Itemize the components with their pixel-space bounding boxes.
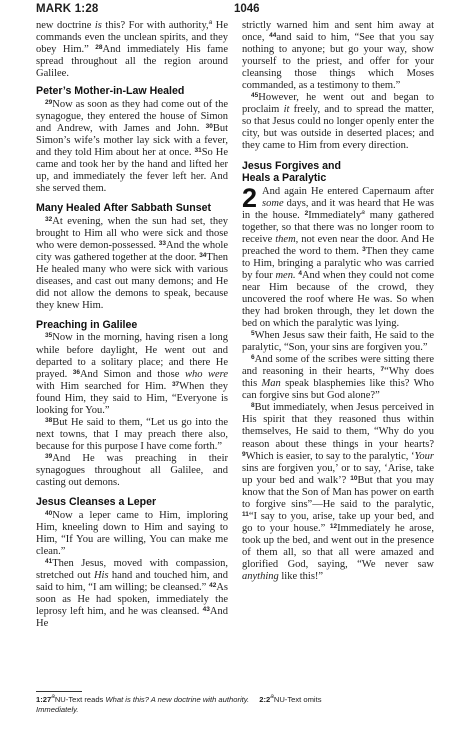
verse-number: 36 [72, 368, 80, 376]
verse-number: 33 [158, 239, 166, 247]
verse-number: 44 [269, 32, 277, 40]
chapter-verse-reference: MARK 1:28 [36, 3, 99, 15]
verse-number: 30 [205, 122, 213, 130]
footnote-divider [36, 691, 82, 692]
verse-number: 43 [202, 605, 210, 613]
footnote-marker: a [208, 20, 213, 26]
verse-paragraph: $^{35}$Now in the morning, having risen a long while before daylight, He went out and departed to a solitary place; and there He prayed. $^{36}$And Simon and those who were with Him searched for Him. $^{37}$When they found Him, they said to Him, “Everyone is looking for You.” [36, 332, 228, 416]
verse-number: 29 [45, 98, 53, 106]
verse-number: 28 [95, 44, 103, 52]
verse-number: 3 [362, 245, 366, 253]
running-header [36, 3, 434, 19]
footnotes [36, 695, 434, 715]
verse-number: 31 [194, 146, 202, 154]
verse-number: 9 [242, 450, 246, 458]
verse-paragraph: $^{40}$Now a leper came to Him, imploring Him, kneeling down to Him and saying to Him, “If You are willing, You can make me clean.” [36, 509, 228, 557]
verse-number: 7 [380, 366, 385, 374]
verse-number: 42 [209, 581, 217, 589]
left-column [36, 20, 228, 690]
right-column [242, 20, 434, 690]
verse-number: 32 [45, 215, 53, 223]
verse-number: 12 [329, 522, 338, 530]
verse-number: 34 [199, 251, 207, 259]
section-heading-many-healed-after-sabbath-sunset: Many Healed After Sabbath Sunset [36, 202, 212, 215]
verse-number: 37 [171, 380, 180, 388]
verse-number: 2 [304, 209, 309, 217]
verse-number: 8 [251, 402, 255, 410]
verse-number: 45 [251, 92, 259, 100]
verse-number: 35 [45, 332, 53, 340]
verse-paragraph: $^{45}$However, he went out and began to proclaim it freely, and to spread the matter, so that Jesus could no longer openly enter the city, but was outside in deserted places; and they came to Him from every direction. [242, 92, 434, 152]
verse-number: 41 [45, 557, 53, 565]
section-heading-preaching-in-galilee: Preaching in Galilee [36, 318, 138, 331]
footnote-1: 1:27$^a$NU-Text reads What is this? A new doctrine with authority. [36, 693, 250, 704]
verse-paragraph: $^{32}$At evening, when the sun had set, they brought to Him all who were sick and those who were demon-possessed. $^{33}$And the whole city was gathered together at the door. $^{34}$Then He healed many who were sick with various diseases, and cast out many demons; and He did not allow the demons to speak, because they knew Him. [36, 215, 228, 311]
section-heading-peter-s-mother-in-law-healed: Peter’s Mother-in-Law Healed [36, 85, 185, 98]
verse-paragraph: $^6$And some of the scribes were sitting there and reasoning in their hearts, $^7$“Why does this Man speak blasphemies like this? Who can forgive sins but God alone?” [242, 354, 434, 402]
verse-paragraph: new doctrine is this? For with authority,$^a$ He commands even the unclean spirits, and they obey Him.” $^{28}$And immediately His fame spread throughout all the region around Galilee. [36, 20, 228, 80]
verse-paragraph: $^{29}$Now as soon as they had come out of the synagogue, they entered the house of Simon and Andrew, with James and John. $^{30}$But Simon’s wife’s mother lay sick with a fever, and they told Him about her at once. $^{31}$So He came and took her by the hand and lifted her up, and immediately the fever left her. And she served them. [36, 98, 228, 195]
verse-paragraph: 2 And again He entered Capernaum after some days, and it was heard that He was in the house. $^2$Immediately$^a$ many gathered together, so that there was no longer room to receive them, not even near the door. And He preached the word to them. $^3$Then they came to Him, bringing a paralytic who was carried by four men. $^4$And when they could not come near Him because of the crowd, they uncovered the roof where He was. So when they had broken through, they let down the bed on which the paralytic was lying. [242, 182, 434, 330]
verse-paragraph: $^5$When Jesus saw their faith, He said to the paralytic, “Son, your sins are forgiven you.” [242, 330, 434, 354]
verse-paragraph: $^{38}$But He said to them, “Let us go into the next towns, that I may preach there also, because for this purpose I have come forth.” [36, 416, 228, 452]
page-number: 1046 [234, 3, 260, 15]
verse-number: 10 [350, 474, 358, 482]
verse-number: 11 [242, 510, 249, 518]
verse-number: 39 [45, 452, 53, 460]
verse-number: 6 [251, 354, 255, 362]
footnote-marker: a [361, 208, 365, 216]
section-heading-jesus-cleanses-a-leper: Jesus Cleanses a Leper [36, 496, 157, 509]
text-columns [36, 20, 434, 690]
verse-number: 38 [45, 416, 53, 424]
verse-paragraph: $^8$But immediately, when Jesus perceived in His spirit that they reasoned thus within themselves, He said to them, “Why do you reason about these things in your hearts? $^9$Which is easier, to say to the paralytic, ‘Your sins are forgiven you,’ or to say, ‘Arise, take up your bed and walk’? $^{10}$But that you may know that the Son of Man has power on earth to forgive sins”—He said to the paralytic, $^{11}$“I say to you, arise, take up your bed, and go to your house.” $^{12}$Immediately he arose, took up the bed, and went out in the presence of them all, so that all were amazed and glorified God, saying, “We never saw anything like this!” [242, 402, 434, 583]
section-heading-jesus-forgives-and-heals-a-paralytic: Jesus Forgives and Heals a Paralytic [242, 159, 341, 185]
chapter-number: 2 [242, 182, 258, 213]
verse-paragraph: $^{39}$And He was preaching in their synagogues throughout all Galilee, and casting out demons. [36, 452, 228, 489]
verse-number: 40 [45, 509, 53, 517]
footnote-2-continued: Immediately. [36, 705, 79, 714]
verse-paragraph: strictly warned him and sent him away at once, $^{44}$and said to him, “See that you say nothing to anyone; but go your way, show yourself to the priest, and offer for your cleansing those things which Moses commanded, as a testimony to them.” [242, 20, 434, 92]
verse-number: 4 [298, 269, 302, 277]
verse-paragraph: $^{41}$Then Jesus, moved with compassion, stretched out His hand and touched him, and said to him, “I am willing; be cleansed.” $^{42}$As soon as He had spoken, immediately the leprosy left him, and he was cleansed. $^{43}$And He [36, 557, 228, 630]
verse-number: 5 [251, 330, 255, 338]
footnote-2: 2:2$^a$NU-Text omits [259, 693, 322, 704]
